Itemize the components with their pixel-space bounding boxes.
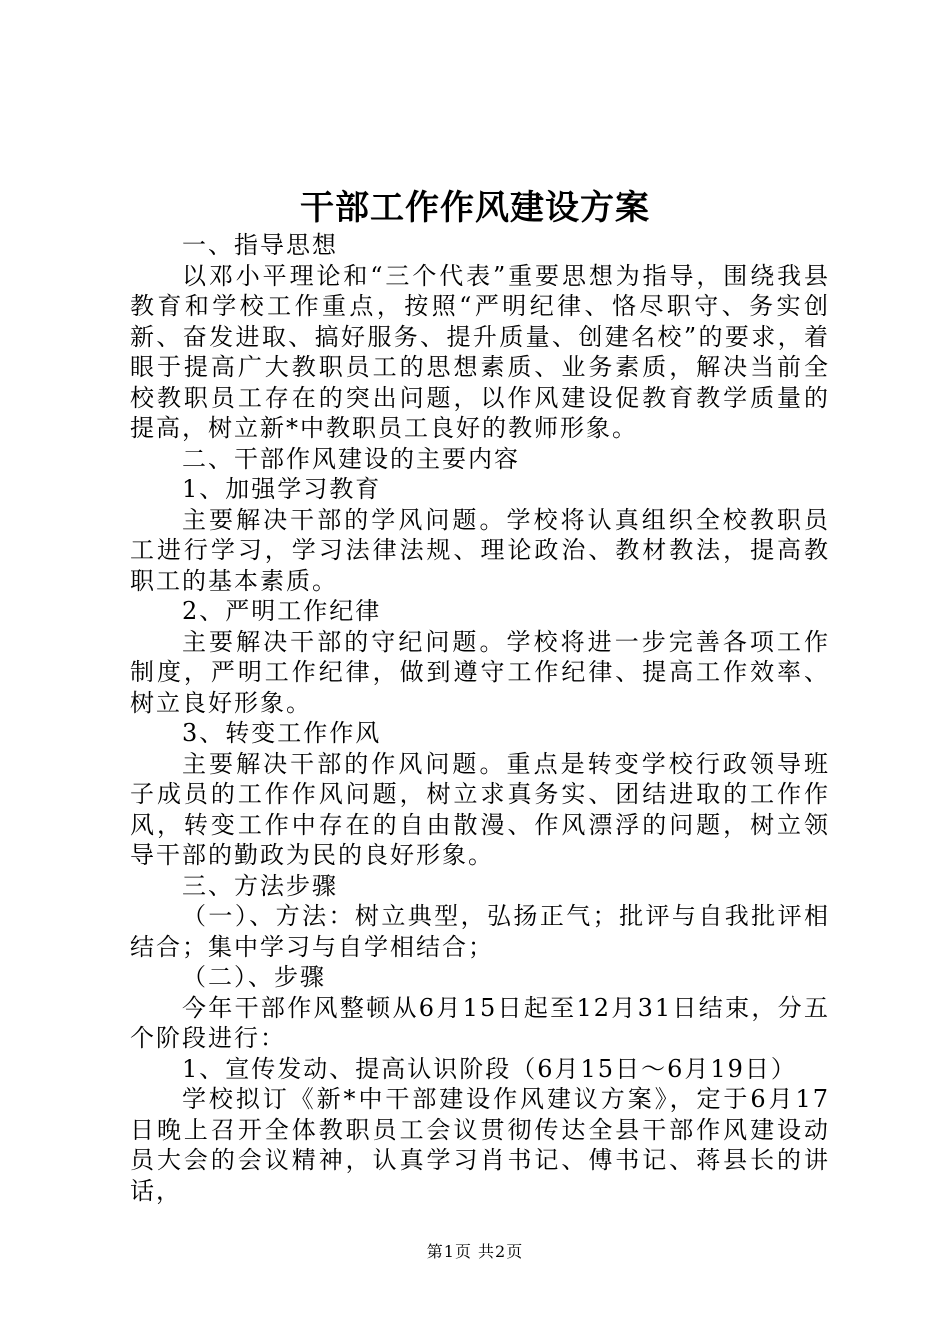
paragraph-steps-timeline: 今年干部作风整顿从6月15日起至12月31日结束，分五个阶段进行： <box>130 993 830 1052</box>
paragraph-study-education: 主要解决干部的学风问题。学校将认真组织全校教职员工进行学习，学习法律法规、理论政治、教材教法，提高教职工的基本素质。 <box>130 505 830 595</box>
paragraph-work-style: 主要解决干部的作风问题。重点是转变学校行政领导班子成员的工作作风问题，树立求真务实、团结进取的工作作风，转变工作中存在的自由散漫、作风漂浮的问题，树立领导干部的勤政为民的良好形象。 <box>130 749 830 869</box>
subheading-study-education: 1、加强学习教育 <box>182 475 382 503</box>
subheading-steps: （二）、步骤 <box>182 963 326 991</box>
section-heading-main-content: 二、干部作风建设的主要内容 <box>182 444 520 473</box>
section-heading-methods-steps: 三、方法步骤 <box>182 871 338 900</box>
paragraph-methods: （一）、方法：树立典型，弘扬正气；批评与自我批评相结合；集中学习与自学相结合； <box>130 902 830 961</box>
paragraph-phase-one: 学校拟订《新*中干部建设作风建议方案》，定于6月17日晚上召开全体教职员工会议贯彻传达全县干部作风建设动员大会的会议精神，认真学习肖书记、傅书记、蒋县长的讲话， <box>130 1085 830 1205</box>
page-footer: 第1页 共2页 <box>426 1242 524 1261</box>
subheading-work-style: 3、转变工作作风 <box>182 719 382 747</box>
document-body <box>130 230 830 1206</box>
subheading-phase-one: 1、宣传发动、提高认识阶段（6月15日～6月19日） <box>182 1054 797 1083</box>
paragraph-guiding-ideology: 以邓小平理论和“三个代表”重要思想为指导，围绕我县教育和学校工作重点，按照“严明纪律、恪尽职守、务实创新、奋发进取、搞好服务、提升质量、创建名校”的要求，着眼于提高广大教职员工的思想素质、业务素质，解决当前全校教职员工存在的突出问题，以作风建设促教育教学质量的提高，树立新*中教职员工良好的教师形象。 <box>130 261 830 442</box>
subheading-work-discipline: 2、严明工作纪律 <box>182 597 382 625</box>
document-title: 干部工作作风建设方案 <box>300 188 650 228</box>
paragraph-work-discipline: 主要解决干部的守纪问题。学校将进一步完善各项工作制度，严明工作纪律，做到遵守工作纪律、提高工作效率、树立良好形象。 <box>130 627 830 717</box>
section-heading-guiding-ideology: 一、指导思想 <box>182 231 338 259</box>
